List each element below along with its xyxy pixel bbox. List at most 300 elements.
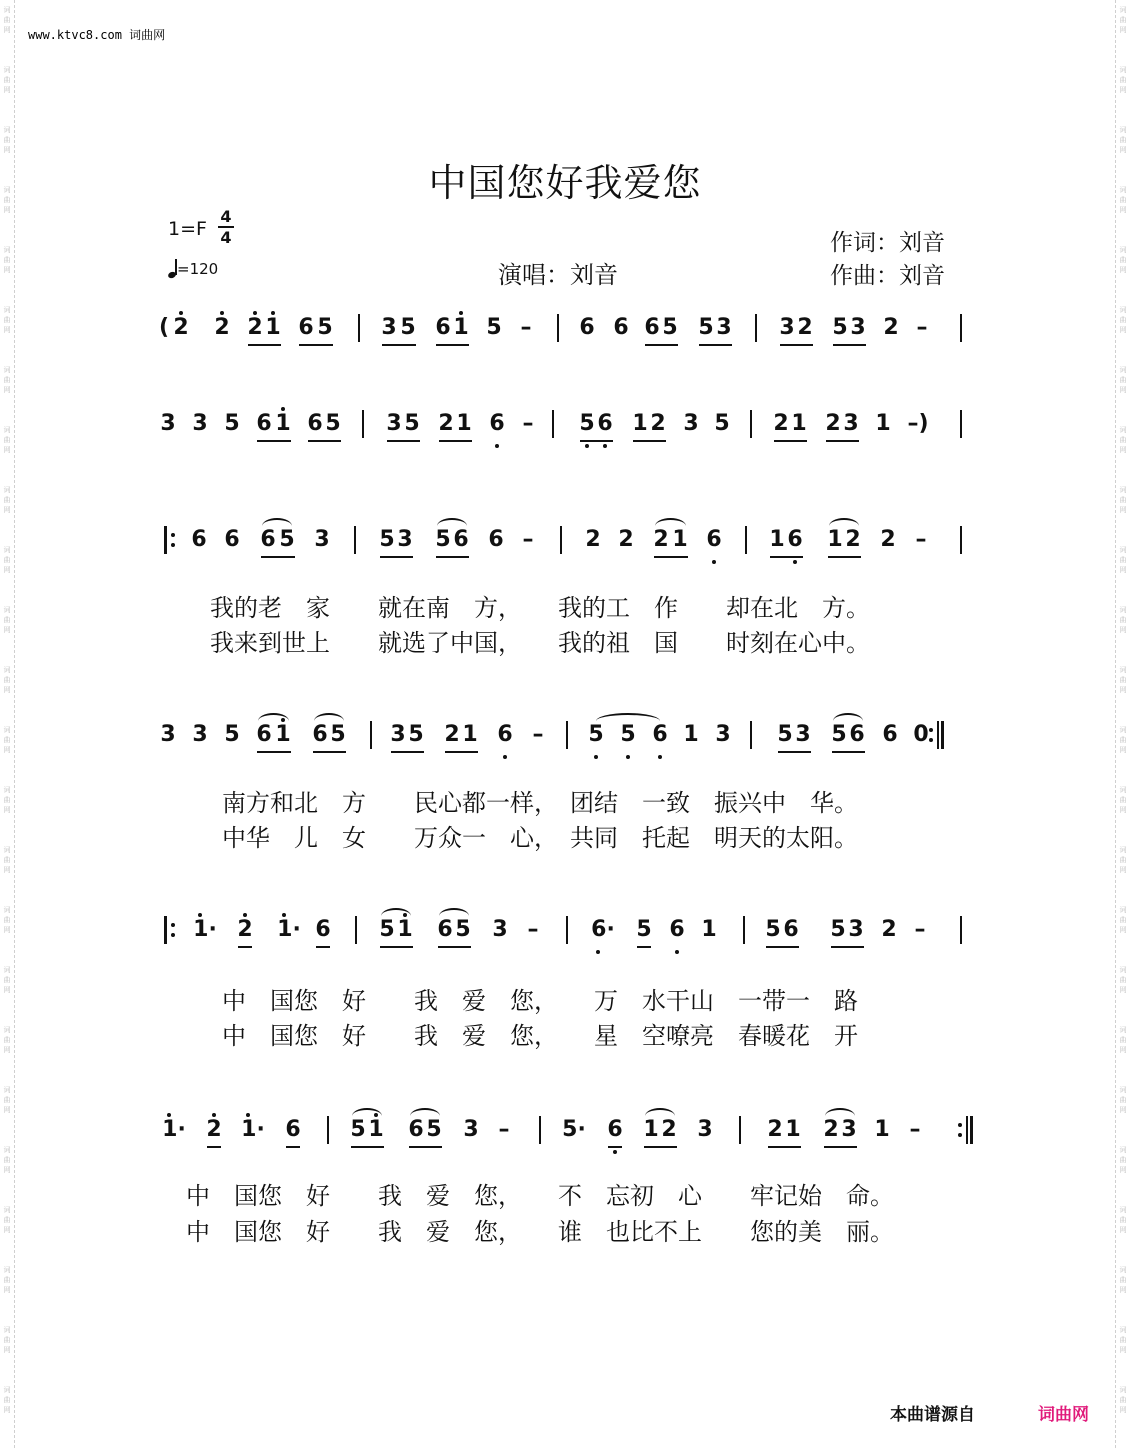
watermark-glyph: 词: [3, 1326, 11, 1334]
watermark-glyph: 词: [1119, 6, 1127, 14]
slur-arc: [262, 518, 292, 534]
watermark-glyph: 词: [3, 786, 11, 794]
note: 2: [825, 411, 841, 436]
note: 5: [279, 527, 295, 552]
barline: [557, 314, 559, 342]
note: 6: [579, 315, 595, 340]
watermark-glyph: 词: [3, 1386, 11, 1394]
note: 5: [588, 722, 604, 747]
note: (: [158, 315, 170, 340]
note: 1·: [162, 1117, 186, 1142]
beat-underline: [351, 1146, 384, 1148]
note: 6: [669, 917, 685, 942]
repeat-dot: [958, 1123, 962, 1127]
beat-underline: [439, 440, 472, 442]
note: –: [914, 917, 926, 942]
note: 6·: [591, 917, 615, 942]
note: 1: [769, 527, 785, 552]
watermark-glyph: 词: [3, 726, 11, 734]
note: 2: [444, 722, 460, 747]
octave-down-dot: [793, 560, 797, 564]
watermark-glyph: 曲: [3, 496, 11, 504]
note: 2: [214, 315, 230, 340]
barline: [566, 916, 568, 944]
time-signature-bottom: 4: [220, 228, 232, 247]
watermark-glyph: 词: [1119, 966, 1127, 974]
watermark-glyph: 曲: [1119, 196, 1127, 204]
repeat-start-bar: [164, 526, 167, 554]
beat-underline: [644, 1146, 677, 1148]
octave-up-dot: [212, 1113, 216, 1117]
tempo-marking: [168, 258, 218, 278]
note: 6: [787, 527, 803, 552]
watermark-glyph: 曲: [3, 1216, 11, 1224]
note: –): [907, 411, 929, 436]
footer-brand-link[interactable]: 词曲网: [1038, 1405, 1089, 1425]
note: 3: [390, 722, 406, 747]
octave-down-dot: [503, 755, 507, 759]
octave-down-dot: [594, 755, 598, 759]
beat-underline: [207, 1146, 221, 1148]
note: –: [520, 315, 532, 340]
note: 6: [706, 527, 722, 552]
slur-arc: [314, 713, 344, 729]
octave-down-dot: [603, 444, 607, 448]
note: 6: [497, 722, 513, 747]
beat-underline: [766, 946, 799, 948]
octave-down-dot: [596, 950, 600, 954]
note: 2: [823, 1117, 839, 1142]
watermark-glyph: 网: [1119, 1346, 1127, 1354]
note: 3: [716, 315, 732, 340]
note: 3: [160, 411, 176, 436]
note: 5: [435, 527, 451, 552]
note: 1·: [241, 1117, 265, 1142]
watermark-glyph: 曲: [1119, 916, 1127, 924]
note: 5: [486, 315, 502, 340]
note: 2: [650, 411, 666, 436]
beat-underline: [438, 946, 471, 948]
left-margin-watermark: [0, 0, 15, 1448]
note: 5: [400, 315, 416, 340]
watermark-glyph: 曲: [1119, 316, 1127, 324]
octave-up-dot: [198, 913, 202, 917]
watermark-glyph: 曲: [1119, 976, 1127, 984]
note: 1: [875, 411, 891, 436]
time-signature: [218, 208, 234, 246]
note: 2: [880, 527, 896, 552]
watermark-glyph: 网: [1119, 1286, 1127, 1294]
slur-arc: [596, 713, 660, 729]
watermark-glyph: 曲: [1119, 256, 1127, 264]
octave-down-dot: [675, 950, 679, 954]
song-title: 中国您好我爱您: [428, 161, 702, 205]
note: 5: [714, 411, 730, 436]
repeat-end-bar: [970, 1116, 973, 1144]
watermark-glyph: 曲: [1119, 556, 1127, 564]
watermark-glyph: 网: [3, 326, 11, 334]
note: 1: [874, 1117, 890, 1142]
barline: [960, 314, 962, 342]
watermark-glyph: 词: [3, 306, 11, 314]
note: 6: [652, 722, 668, 747]
octave-up-dot: [282, 913, 286, 917]
note: 0: [913, 722, 929, 747]
beat-underline: [637, 946, 651, 948]
beat-underline: [313, 751, 346, 753]
tempo-value: =120: [177, 260, 219, 278]
note: 5: [224, 411, 240, 436]
note: 1: [275, 722, 291, 747]
note: 3: [795, 722, 811, 747]
repeat-dot: [171, 533, 175, 537]
beat-underline: [831, 946, 864, 948]
watermark-glyph: 网: [3, 1106, 11, 1114]
note: 2: [585, 527, 601, 552]
watermark-glyph: 网: [1119, 1106, 1127, 1114]
note: 3: [192, 411, 208, 436]
watermark-glyph: 词: [1119, 1026, 1127, 1034]
lyricist-credit: 作词：刘音: [830, 230, 945, 256]
watermark-glyph: 网: [3, 386, 11, 394]
beat-underline: [409, 1146, 442, 1148]
note: 6: [488, 527, 504, 552]
watermark-glyph: 词: [1119, 846, 1127, 854]
watermark-glyph: 网: [1119, 326, 1127, 334]
watermark-glyph: 网: [3, 1226, 11, 1234]
barline: [743, 916, 745, 944]
beat-underline: [768, 1146, 801, 1148]
quarter-note-icon: [168, 258, 177, 278]
octave-up-dot: [281, 718, 285, 722]
repeat-dot: [171, 923, 175, 927]
watermark-glyph: 词: [3, 606, 11, 614]
note: –: [915, 527, 927, 552]
watermark-glyph: 曲: [1119, 16, 1127, 24]
watermark-glyph: 曲: [3, 616, 11, 624]
note: 1: [368, 1117, 384, 1142]
note: 3: [386, 411, 402, 436]
beat-underline: [770, 556, 803, 558]
watermark-glyph: 曲: [1119, 436, 1127, 444]
beat-underline: [382, 344, 416, 346]
note: 5: [408, 722, 424, 747]
slur-arc: [410, 1108, 440, 1124]
note: 5: [765, 917, 781, 942]
watermark-glyph: 曲: [3, 136, 11, 144]
note: 1: [265, 315, 281, 340]
slur-arc: [352, 1108, 382, 1124]
watermark-glyph: 曲: [3, 856, 11, 864]
watermark-glyph: 网: [3, 266, 11, 274]
watermark-glyph: 曲: [3, 196, 11, 204]
watermark-glyph: 词: [1119, 786, 1127, 794]
slur-arc: [381, 908, 411, 924]
beat-underline: [824, 1146, 857, 1148]
repeat-dot: [171, 933, 175, 937]
watermark-glyph: 曲: [1119, 736, 1127, 744]
watermark-glyph: 网: [1119, 266, 1127, 274]
note: 2: [845, 527, 861, 552]
note: 5: [379, 527, 395, 552]
repeat-dot: [929, 728, 933, 732]
note: 6: [256, 411, 272, 436]
watermark-glyph: 网: [1119, 146, 1127, 154]
watermark-glyph: 网: [3, 1286, 11, 1294]
repeat-end-bar: [941, 721, 944, 749]
octave-up-dot: [220, 311, 224, 315]
note: 5: [662, 315, 678, 340]
watermark-glyph: 网: [3, 446, 11, 454]
watermark-glyph: 网: [3, 986, 11, 994]
site-url[interactable]: www.ktvc8.com 词曲网: [28, 28, 166, 42]
watermark-glyph: 曲: [1119, 1096, 1127, 1104]
watermark-glyph: 曲: [1119, 796, 1127, 804]
note: 6: [607, 1117, 623, 1142]
watermark-glyph: 网: [3, 26, 11, 34]
barline: [566, 721, 568, 749]
octave-down-dot: [613, 1150, 617, 1154]
watermark-glyph: 曲: [3, 16, 11, 24]
watermark-glyph: 曲: [3, 1036, 11, 1044]
watermark-glyph: 曲: [1119, 1276, 1127, 1284]
beat-underline: [826, 440, 859, 442]
watermark-glyph: 曲: [3, 1276, 11, 1284]
watermark-glyph: 词: [3, 846, 11, 854]
beat-underline: [257, 440, 291, 442]
watermark-glyph: 网: [3, 686, 11, 694]
note: 5: [455, 917, 471, 942]
watermark-glyph: 曲: [3, 976, 11, 984]
watermark-glyph: 词: [1119, 1386, 1127, 1394]
barline: [354, 526, 356, 554]
octave-up-dot: [246, 1113, 250, 1117]
watermark-glyph: 网: [1119, 1226, 1127, 1234]
watermark-glyph: 曲: [1119, 1396, 1127, 1404]
watermark-glyph: 曲: [3, 436, 11, 444]
watermark-glyph: 曲: [3, 1096, 11, 1104]
note: 5: [350, 1117, 366, 1142]
note: 5: [325, 411, 341, 436]
beat-underline: [391, 751, 424, 753]
note: 2: [438, 411, 454, 436]
note: 1: [827, 527, 843, 552]
note: 2: [797, 315, 813, 340]
note: 1·: [277, 917, 301, 942]
watermark-glyph: 网: [1119, 1166, 1127, 1174]
note: 5: [579, 411, 595, 436]
note: 3: [683, 411, 699, 436]
watermark-glyph: 网: [3, 626, 11, 634]
watermark-glyph: 网: [3, 806, 11, 814]
note: 6: [260, 527, 276, 552]
barline: [552, 410, 554, 438]
beat-underline: [654, 556, 688, 558]
barline: [362, 410, 364, 438]
note: 1: [683, 722, 699, 747]
right-margin-watermark: [1115, 0, 1130, 1448]
note: 1: [397, 917, 413, 942]
watermark-glyph: 网: [3, 1346, 11, 1354]
watermark-glyph: 词: [3, 966, 11, 974]
octave-up-dot: [459, 311, 463, 315]
octave-up-dot: [374, 1113, 378, 1117]
note: 3: [850, 315, 866, 340]
note: 3: [397, 527, 413, 552]
note: 2: [247, 315, 263, 340]
lyric-line: 中 国您 好 我 爱 您， 谁 也比不上 您的美 丽。: [186, 1218, 894, 1246]
note: 1: [701, 917, 717, 942]
lyric-line: 中华 儿 女 万众一 心， 共同 托起 明天的太阳。: [222, 824, 858, 852]
watermark-glyph: 网: [1119, 1046, 1127, 1054]
time-signature-top: 4: [220, 207, 232, 226]
lyric-line: 我来到世上 就选了中国， 我的祖 国 时刻在心中。: [210, 629, 870, 657]
beat-underline: [380, 556, 413, 558]
watermark-glyph: 曲: [1119, 76, 1127, 84]
watermark-glyph: 词: [3, 426, 11, 434]
watermark-glyph: 曲: [3, 256, 11, 264]
repeat-start-bar: [164, 916, 167, 944]
watermark-glyph: 网: [1119, 566, 1127, 574]
watermark-glyph: 网: [1119, 986, 1127, 994]
note: 2: [173, 315, 189, 340]
lyric-line: 我的老 家 就在南 方， 我的工 作 却在北 方。: [210, 594, 870, 622]
beat-underline: [608, 1146, 622, 1148]
note: 3: [192, 722, 208, 747]
watermark-glyph: 网: [3, 926, 11, 934]
note: –: [916, 315, 928, 340]
watermark-glyph: 网: [1119, 26, 1127, 34]
note: 1: [453, 315, 469, 340]
note: 5: [636, 917, 652, 942]
watermark-glyph: 网: [1119, 506, 1127, 514]
slur-arc: [645, 1108, 675, 1124]
note: 5: [777, 722, 793, 747]
watermark-glyph: 网: [3, 866, 11, 874]
watermark-glyph: 词: [3, 66, 11, 74]
footer-source-label: 本曲谱源自: [890, 1405, 975, 1425]
note: 1: [672, 527, 688, 552]
note: 3: [848, 917, 864, 942]
note: 6: [849, 722, 865, 747]
watermark-glyph: 词: [1119, 66, 1127, 74]
note: 3: [463, 1117, 479, 1142]
octave-up-dot: [281, 407, 285, 411]
watermark-glyph: 词: [1119, 1266, 1127, 1274]
beat-underline: [299, 344, 333, 346]
note: 2: [206, 1117, 222, 1142]
barline: [358, 314, 360, 342]
beat-underline: [308, 440, 341, 442]
beat-underline: [833, 344, 866, 346]
barline: [960, 526, 962, 554]
watermark-glyph: 词: [1119, 726, 1127, 734]
beat-underline: [248, 344, 281, 346]
watermark-glyph: 网: [1119, 686, 1127, 694]
beat-underline: [633, 440, 666, 442]
note: –: [527, 917, 539, 942]
beat-underline: [257, 751, 291, 753]
watermark-glyph: 网: [1119, 746, 1127, 754]
beat-underline: [436, 556, 469, 558]
repeat-dot: [958, 1133, 962, 1137]
composer-credit: 作曲：刘音: [830, 263, 945, 289]
watermark-glyph: 曲: [3, 1396, 11, 1404]
watermark-glyph: 网: [1119, 386, 1127, 394]
beat-underline: [380, 946, 413, 948]
watermark-glyph: 曲: [1119, 376, 1127, 384]
beat-underline: [286, 1146, 300, 1148]
watermark-glyph: 网: [3, 1166, 11, 1174]
watermark-glyph: 词: [1119, 606, 1127, 614]
watermark-glyph: 词: [1119, 666, 1127, 674]
note: 6: [644, 315, 660, 340]
watermark-glyph: 网: [1119, 806, 1127, 814]
watermark-glyph: 网: [3, 506, 11, 514]
note: 3: [314, 527, 330, 552]
watermark-glyph: 网: [3, 206, 11, 214]
note: 6: [453, 527, 469, 552]
note: 3: [697, 1117, 713, 1142]
watermark-glyph: 词: [3, 1266, 11, 1274]
slur-arc: [655, 518, 686, 534]
watermark-glyph: 网: [3, 86, 11, 94]
slur-arc: [439, 908, 469, 924]
watermark-glyph: 词: [3, 1146, 11, 1154]
note: 2: [661, 1117, 677, 1142]
note: 1: [275, 411, 291, 436]
watermark-glyph: 曲: [3, 736, 11, 744]
note: 1: [643, 1117, 659, 1142]
watermark-glyph: 曲: [1119, 1336, 1127, 1344]
barline: [750, 721, 752, 749]
octave-down-dot: [658, 755, 662, 759]
note: 6: [298, 315, 314, 340]
repeat-dot: [929, 738, 933, 742]
beat-underline: [828, 556, 861, 558]
note: 5: [831, 722, 847, 747]
octave-up-dot: [243, 913, 247, 917]
watermark-glyph: 词: [3, 1206, 11, 1214]
slur-arc: [258, 713, 289, 729]
repeat-end-bar: [937, 721, 939, 749]
watermark-glyph: 曲: [1119, 856, 1127, 864]
octave-down-dot: [626, 755, 630, 759]
watermark-glyph: 词: [3, 546, 11, 554]
barline: [355, 916, 357, 944]
watermark-glyph: 词: [1119, 306, 1127, 314]
watermark-glyph: 曲: [3, 556, 11, 564]
beat-underline: [699, 344, 732, 346]
barline: [960, 410, 962, 438]
note: 5: [330, 722, 346, 747]
watermark-glyph: 网: [3, 566, 11, 574]
note: 1: [462, 722, 478, 747]
note: 1: [632, 411, 648, 436]
note: 5: [698, 315, 714, 340]
note: 2: [883, 315, 899, 340]
watermark-glyph: 曲: [1119, 1156, 1127, 1164]
note: 6: [489, 411, 505, 436]
watermark-glyph: 曲: [1119, 676, 1127, 684]
beat-underline: [238, 946, 252, 948]
watermark-glyph: 词: [3, 486, 11, 494]
watermark-glyph: 网: [1119, 626, 1127, 634]
note: 5: [832, 315, 848, 340]
note: 6: [315, 917, 331, 942]
watermark-glyph: 曲: [1119, 616, 1127, 624]
note: –: [909, 1117, 921, 1142]
